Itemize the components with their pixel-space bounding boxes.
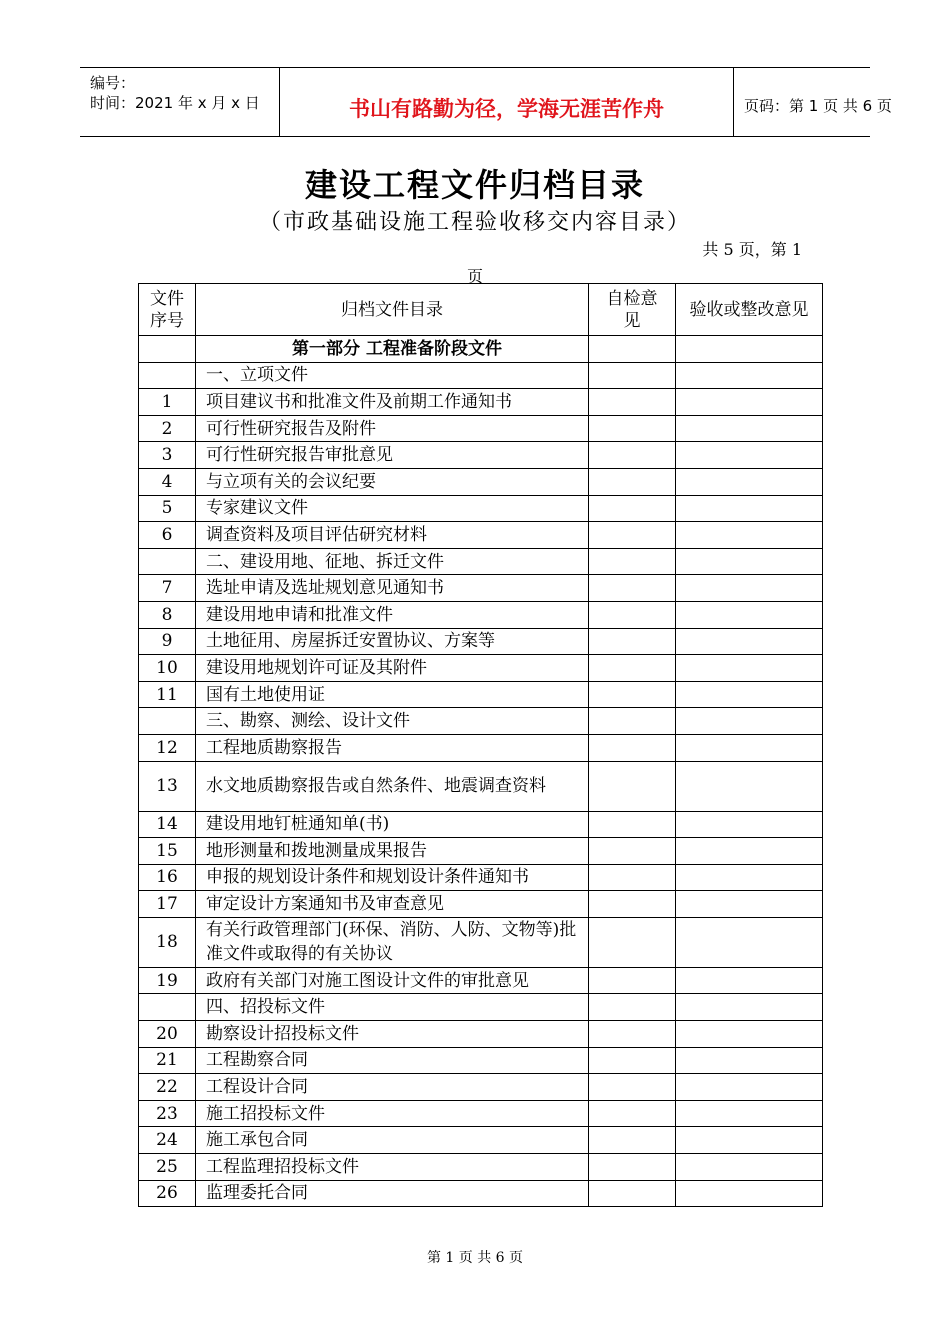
file-no-cell: 12: [139, 734, 196, 761]
file-name-cell: 可行性研究报告审批意见: [196, 442, 589, 469]
page-info-continued: 页: [466, 267, 483, 286]
header-meta: [80, 68, 280, 136]
table-row: [139, 864, 823, 891]
file-no-cell: 7: [139, 575, 196, 602]
self-check-cell: [589, 389, 676, 416]
file-name-cell: 土地征用、房屋拆迁安置协议、方案等: [196, 628, 589, 655]
self-check-cell: [589, 336, 676, 363]
document-header: [80, 67, 892, 137]
table-row: [139, 628, 823, 655]
file-no-cell: 18: [139, 917, 196, 967]
header-file-name: 归档文件目录: [196, 284, 589, 336]
table-row: [139, 967, 823, 994]
acceptance-cell: [676, 468, 823, 495]
self-check-cell: [589, 917, 676, 967]
file-name-cell: 选址申请及选址规划意见通知书: [196, 575, 589, 602]
table-row: [139, 415, 823, 442]
table-row: [139, 811, 823, 838]
table-row: [139, 1047, 823, 1074]
file-name-cell: 政府有关部门对施工图设计文件的审批意见: [196, 967, 589, 994]
acceptance-cell: [676, 891, 823, 918]
table-row: [139, 362, 823, 389]
file-name-cell: 工程地质勘察报告: [196, 734, 589, 761]
self-check-cell: [589, 681, 676, 708]
self-check-cell: [589, 838, 676, 865]
acceptance-cell: [676, 967, 823, 994]
file-name-cell: 施工招投标文件: [196, 1100, 589, 1127]
table-row: [139, 761, 823, 811]
table-row: [139, 994, 823, 1021]
table-row: [139, 1180, 823, 1207]
file-no-cell: [139, 708, 196, 735]
header-file-no-text: 文件序号: [150, 288, 184, 331]
file-no-cell: 24: [139, 1127, 196, 1154]
table-row: [139, 468, 823, 495]
acceptance-cell: [676, 362, 823, 389]
self-check-cell: [589, 1180, 676, 1207]
acceptance-cell: [676, 1127, 823, 1154]
self-check-cell: [589, 548, 676, 575]
file-name-cell: 工程设计合同: [196, 1074, 589, 1101]
header-acceptance: [676, 284, 823, 336]
acceptance-cell: [676, 761, 823, 811]
acceptance-cell: [676, 522, 823, 549]
section-title-cell: 第一部分 工程准备阶段文件: [196, 336, 589, 363]
self-check-cell: [589, 442, 676, 469]
table-row: [139, 442, 823, 469]
acceptance-cell: [676, 708, 823, 735]
self-check-cell: [589, 1154, 676, 1181]
acceptance-cell: [676, 628, 823, 655]
table-row: [139, 891, 823, 918]
acceptance-cell: [676, 389, 823, 416]
table-row: [139, 655, 823, 682]
self-check-cell: [589, 967, 676, 994]
table-row: [139, 575, 823, 602]
number-label: 编号：: [90, 74, 136, 92]
file-name-cell: 专家建议文件: [196, 495, 589, 522]
page-footer: 第 1 页 共 6 页: [426, 1250, 524, 1266]
table-row: [139, 1074, 823, 1101]
table-row: [139, 1021, 823, 1048]
page-info: 共 5 页，第 1: [702, 240, 802, 259]
file-no-cell: 20: [139, 1021, 196, 1048]
file-no-cell: 22: [139, 1074, 196, 1101]
file-name-cell: 审定设计方案通知书及审查意见: [196, 891, 589, 918]
file-name-cell: 工程监理招投标文件: [196, 1154, 589, 1181]
file-no-cell: [139, 548, 196, 575]
acceptance-cell: [676, 1100, 823, 1127]
acceptance-cell: [676, 864, 823, 891]
header-page-code: [734, 68, 892, 136]
acceptance-cell: [676, 548, 823, 575]
acceptance-cell: [676, 495, 823, 522]
table-row: [139, 1127, 823, 1154]
file-no-cell: [139, 362, 196, 389]
acceptance-cell: [676, 601, 823, 628]
file-name-cell: 建设用地钉桩通知单(书): [196, 811, 589, 838]
file-name-cell: 水文地质勘察报告或自然条件、地震调查资料: [196, 761, 589, 811]
file-name-cell: 国有土地使用证: [196, 681, 589, 708]
file-name-cell: 调查资料及项目评估研究材料: [196, 522, 589, 549]
self-check-cell: [589, 1127, 676, 1154]
file-name-cell: 二、建设用地、征地、拆迁文件: [196, 548, 589, 575]
motto-text: 书山有路勤为径，学海无涯苦作舟: [349, 97, 664, 121]
self-check-cell: [589, 761, 676, 811]
table-row: [139, 522, 823, 549]
self-check-cell: [589, 522, 676, 549]
self-check-cell: [589, 734, 676, 761]
file-no-cell: 25: [139, 1154, 196, 1181]
acceptance-cell: [676, 1021, 823, 1048]
header-motto: [280, 68, 734, 136]
file-no-cell: 1: [139, 389, 196, 416]
file-name-cell: 监理委托合同: [196, 1180, 589, 1207]
acceptance-cell: [676, 1180, 823, 1207]
table-row: [139, 601, 823, 628]
table-row: [139, 681, 823, 708]
self-check-cell: [589, 891, 676, 918]
acceptance-cell: [676, 734, 823, 761]
file-name-cell: 建设用地规划许可证及其附件: [196, 655, 589, 682]
page-code-text: 页码：第 1 页 共 6 页: [744, 97, 892, 115]
file-name-cell: 一、立项文件: [196, 362, 589, 389]
file-no-cell: 13: [139, 761, 196, 811]
file-no-cell: 8: [139, 601, 196, 628]
file-name-cell: 施工承包合同: [196, 1127, 589, 1154]
self-check-cell: [589, 1047, 676, 1074]
header-self-check: [589, 284, 676, 336]
file-no-cell: 16: [139, 864, 196, 891]
file-no-cell: 23: [139, 1100, 196, 1127]
acceptance-cell: [676, 336, 823, 363]
file-name-cell: 建设用地申请和批准文件: [196, 601, 589, 628]
self-check-cell: [589, 811, 676, 838]
header-file-no: [139, 284, 196, 336]
acceptance-cell: [676, 838, 823, 865]
table-row: [139, 917, 823, 967]
file-no-cell: [139, 994, 196, 1021]
file-name-cell: 勘察设计招投标文件: [196, 1021, 589, 1048]
table-row: [139, 838, 823, 865]
acceptance-cell: [676, 442, 823, 469]
table-row: [139, 389, 823, 416]
file-name-cell: 与立项有关的会议纪要: [196, 468, 589, 495]
table-body: [139, 336, 823, 1207]
acceptance-cell: [676, 994, 823, 1021]
file-no-cell: 5: [139, 495, 196, 522]
file-no-cell: 2: [139, 415, 196, 442]
self-check-cell: [589, 655, 676, 682]
table-row: [139, 1154, 823, 1181]
file-name-cell: 地形测量和拨地测量成果报告: [196, 838, 589, 865]
self-check-cell: [589, 994, 676, 1021]
self-check-cell: [589, 1074, 676, 1101]
self-check-cell: [589, 362, 676, 389]
file-no-cell: 15: [139, 838, 196, 865]
self-check-cell: [589, 468, 676, 495]
file-no-cell: [139, 336, 196, 363]
acceptance-cell: [676, 415, 823, 442]
section-row: [139, 336, 823, 363]
file-no-cell: 9: [139, 628, 196, 655]
file-name-cell: 工程勘察合同: [196, 1047, 589, 1074]
self-check-cell: [589, 708, 676, 735]
file-no-cell: 10: [139, 655, 196, 682]
date-label: 时间：2021 年 x 月 x 日: [90, 94, 260, 112]
acceptance-cell: [676, 1047, 823, 1074]
file-no-cell: 14: [139, 811, 196, 838]
file-name-cell: 申报的规划设计条件和规划设计条件通知书: [196, 864, 589, 891]
acceptance-cell: [676, 681, 823, 708]
self-check-cell: [589, 495, 676, 522]
self-check-cell: [589, 1100, 676, 1127]
header-self-check-text: 自检意见: [606, 288, 658, 331]
self-check-cell: [589, 601, 676, 628]
acceptance-cell: [676, 917, 823, 967]
table-header-row: [139, 284, 823, 336]
file-name-cell: 四、招投标文件: [196, 994, 589, 1021]
file-name-cell: 有关行政管理部门(环保、消防、人防、文物等)批准文件或取得的有关协议: [196, 917, 589, 967]
table-row: [139, 1100, 823, 1127]
self-check-cell: [589, 864, 676, 891]
file-no-cell: 26: [139, 1180, 196, 1207]
page-title: 建设工程文件归档目录: [304, 166, 645, 204]
file-name-cell: 三、勘察、测绘、设计文件: [196, 708, 589, 735]
table-row: [139, 548, 823, 575]
acceptance-cell: [676, 1154, 823, 1181]
acceptance-cell: [676, 575, 823, 602]
page-subtitle: （市政基础设施工程验收移交内容目录）: [258, 210, 691, 235]
acceptance-cell: [676, 655, 823, 682]
file-name-cell: 项目建议书和批准文件及前期工作通知书: [196, 389, 589, 416]
file-name-cell: 可行性研究报告及附件: [196, 415, 589, 442]
header-acceptance-text: 验收或整改意见: [689, 299, 809, 320]
acceptance-cell: [676, 811, 823, 838]
archive-catalog-table: [138, 283, 823, 1207]
file-no-cell: 11: [139, 681, 196, 708]
file-no-cell: 19: [139, 967, 196, 994]
file-no-cell: 3: [139, 442, 196, 469]
self-check-cell: [589, 1021, 676, 1048]
self-check-cell: [589, 628, 676, 655]
table-row: [139, 734, 823, 761]
file-no-cell: 4: [139, 468, 196, 495]
file-no-cell: 21: [139, 1047, 196, 1074]
self-check-cell: [589, 575, 676, 602]
acceptance-cell: [676, 1074, 823, 1101]
table-row: [139, 495, 823, 522]
file-no-cell: 17: [139, 891, 196, 918]
table-row: [139, 708, 823, 735]
self-check-cell: [589, 415, 676, 442]
file-no-cell: 6: [139, 522, 196, 549]
